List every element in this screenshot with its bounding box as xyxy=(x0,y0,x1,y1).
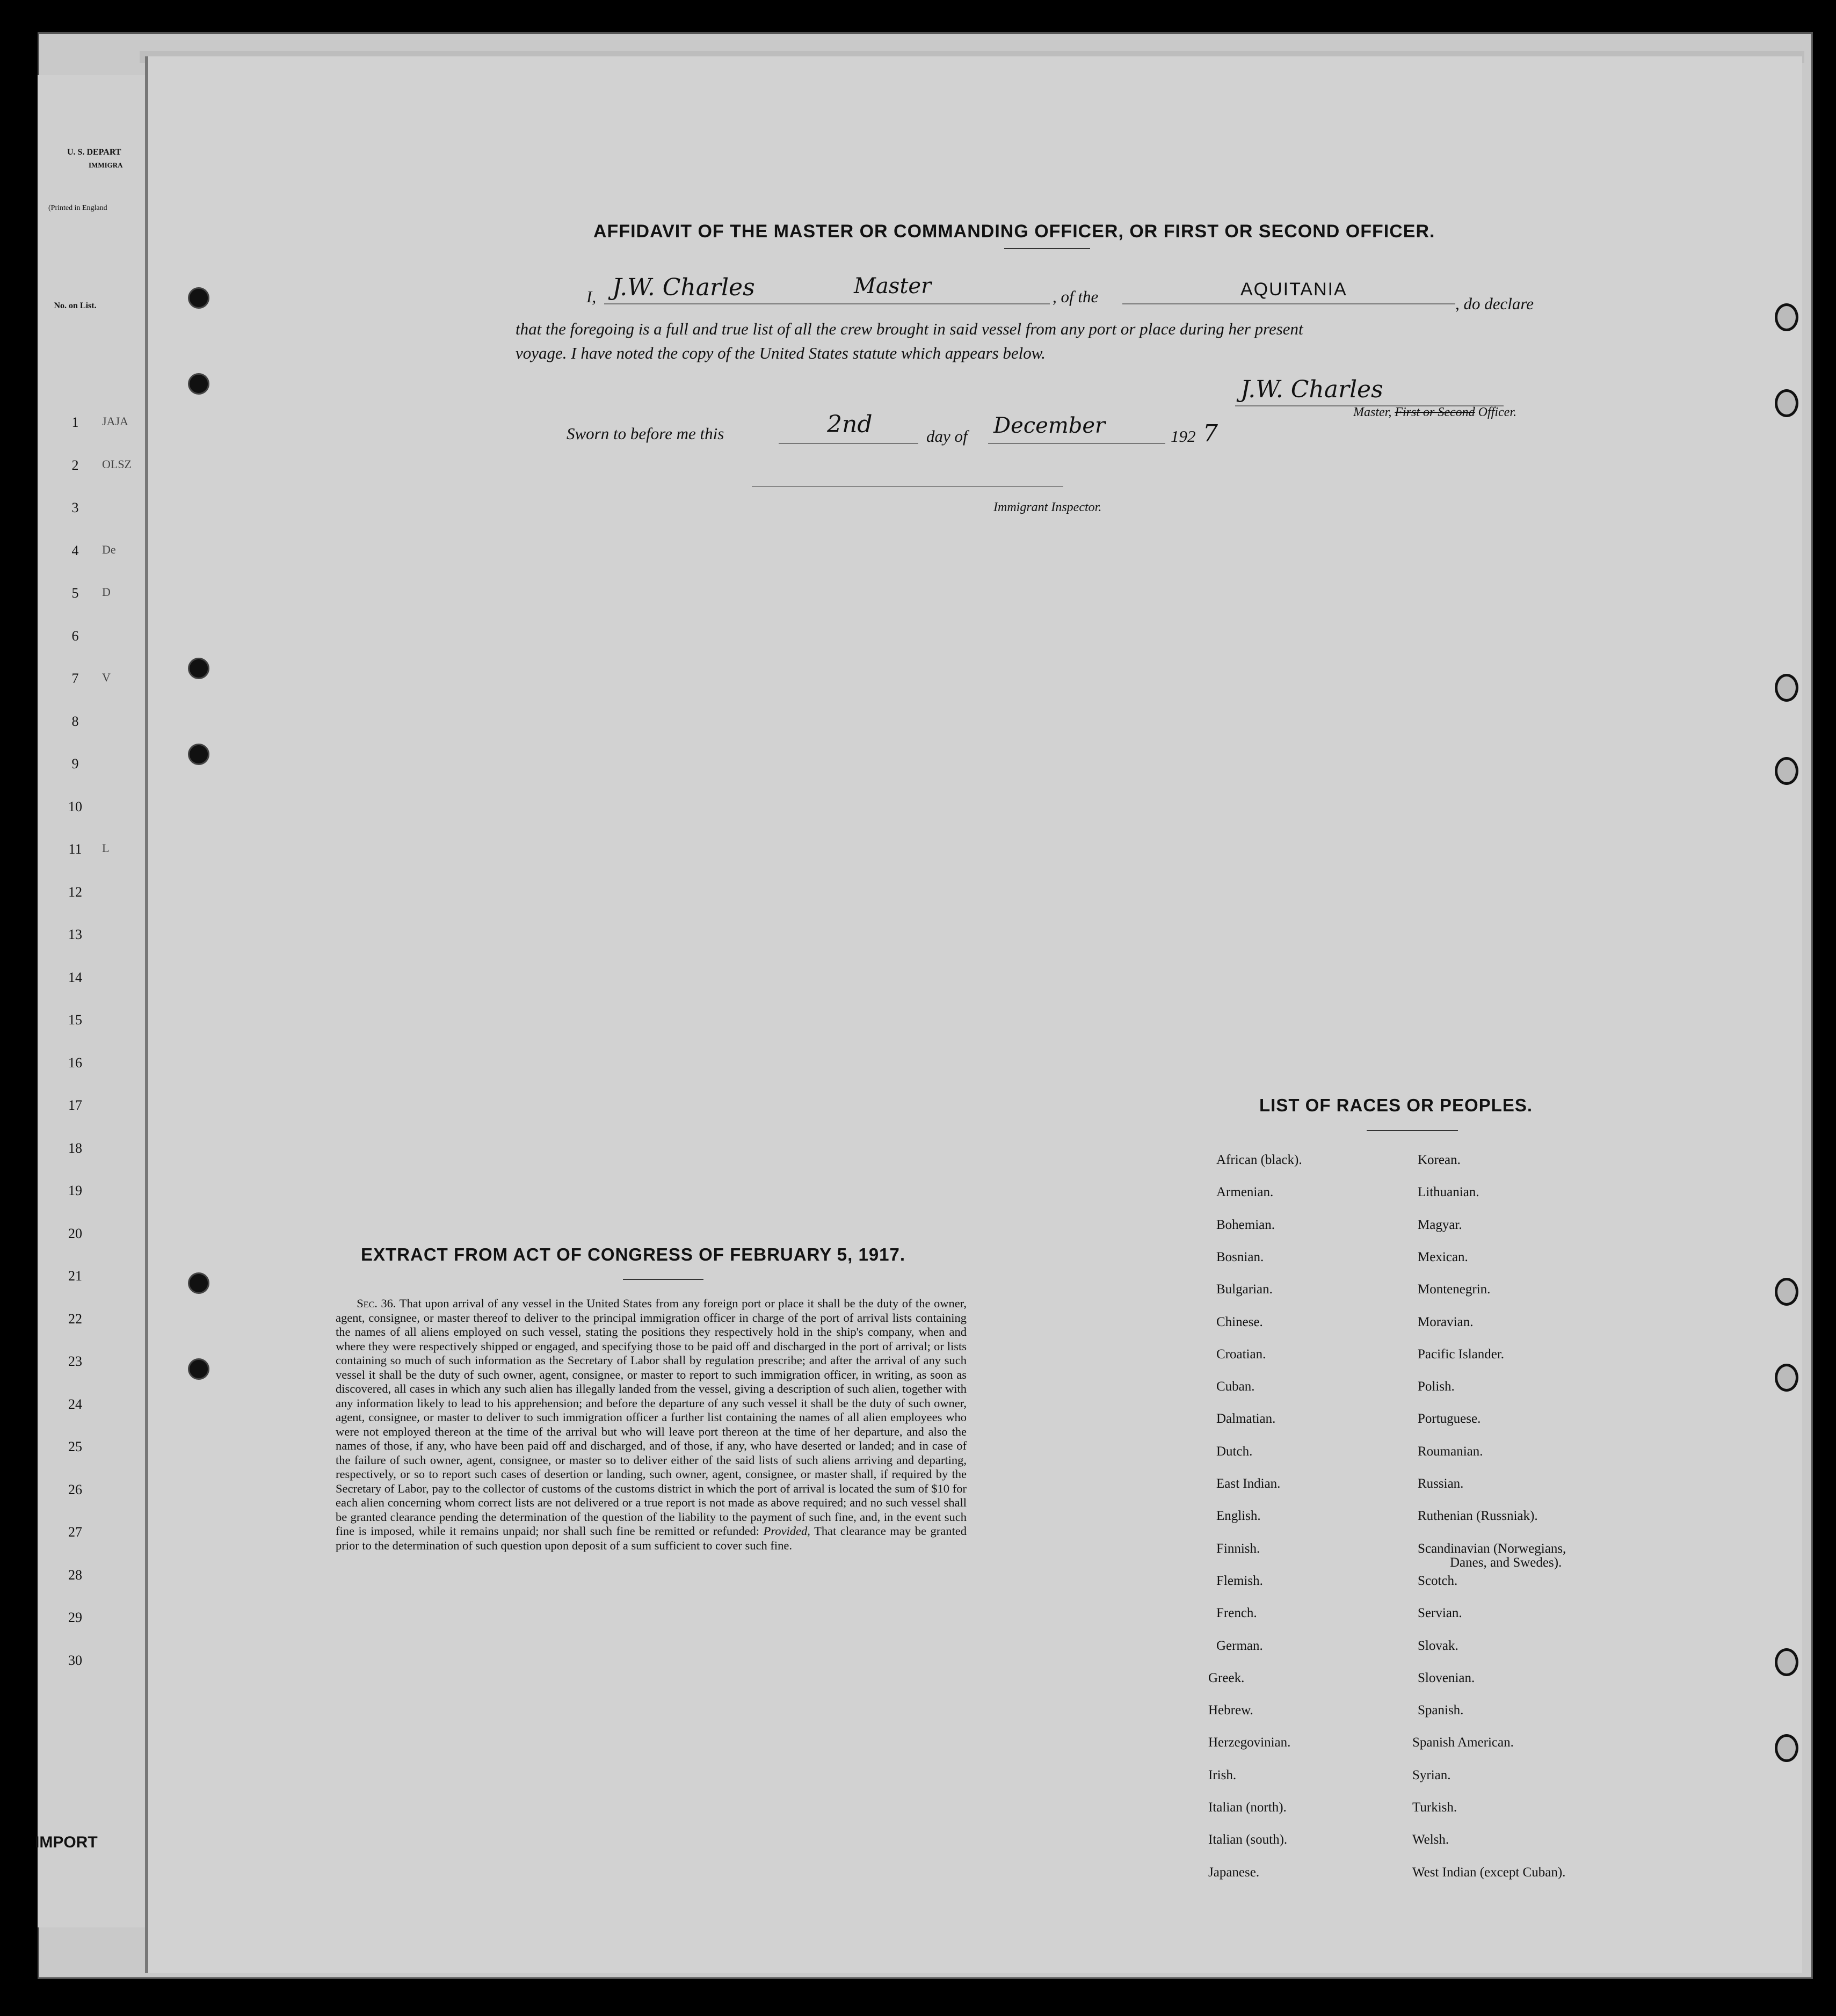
row-number: 11 xyxy=(68,841,82,857)
race-item: Turkish. xyxy=(1412,1800,1457,1815)
race-item: German. xyxy=(1216,1638,1263,1653)
row-number: 1 xyxy=(71,414,79,430)
row-name-fragment: D xyxy=(102,585,111,599)
row-name-fragment: OLSZ xyxy=(102,457,132,471)
inspector-line xyxy=(752,486,1063,487)
punch-hole xyxy=(188,373,209,395)
binder-ring xyxy=(1775,389,1798,417)
row-number: 17 xyxy=(68,1097,82,1113)
race-item: Scandinavian (Norwegians, xyxy=(1418,1541,1566,1556)
row-number: 30 xyxy=(68,1652,82,1668)
punch-hole xyxy=(188,658,209,679)
race-item: Ruthenian (Russniak). xyxy=(1418,1509,1538,1524)
row-number: 26 xyxy=(68,1481,82,1497)
extract-rule xyxy=(623,1279,703,1280)
caption-master: Master, xyxy=(1353,405,1395,419)
row-name-fragment: L xyxy=(102,841,110,855)
year-printed: 192 xyxy=(1171,427,1196,446)
race-item: Slovak. xyxy=(1418,1638,1458,1653)
row-number: 14 xyxy=(68,969,82,985)
row-number: 27 xyxy=(68,1524,82,1540)
name-line xyxy=(604,303,1050,304)
row-number: 20 xyxy=(68,1225,82,1241)
row-number: 24 xyxy=(68,1396,82,1412)
row-number: 10 xyxy=(68,798,82,814)
master-name-handwritten: J.W. Charles xyxy=(612,274,755,301)
race-item: English. xyxy=(1216,1509,1261,1524)
signature-caption xyxy=(1353,405,1516,420)
no-on-list-header: No. on List. xyxy=(54,301,97,310)
row-number: 23 xyxy=(68,1353,82,1369)
binder-ring xyxy=(1775,1278,1798,1306)
row-number: 16 xyxy=(68,1054,82,1071)
month-line xyxy=(988,443,1165,444)
race-item: Japanese. xyxy=(1208,1865,1260,1880)
section-tail: That clearance may be granted prior to the determination of such question upon deposit of a sum sufficient to cover such fine. xyxy=(336,1524,967,1552)
row-number: 22 xyxy=(68,1311,82,1327)
punch-hole xyxy=(188,1272,209,1294)
row-name-fragment: De xyxy=(102,542,116,556)
row-number: 6 xyxy=(71,628,79,644)
department-header: U. S. DEPART xyxy=(67,148,121,157)
race-item: Finnish. xyxy=(1216,1541,1260,1556)
month-handwritten: December xyxy=(993,413,1106,438)
day-handwritten: 2nd xyxy=(827,411,873,438)
row-name-fragment: V xyxy=(102,671,111,684)
race-item: Croatian. xyxy=(1216,1347,1266,1362)
extract-body xyxy=(336,1297,967,1553)
affidavit-i-label: I, xyxy=(586,287,597,306)
race-item: East Indian. xyxy=(1216,1476,1281,1491)
race-item: African (black). xyxy=(1216,1153,1302,1167)
caption-officer: Officer. xyxy=(1475,405,1516,419)
race-item: Korean. xyxy=(1418,1153,1461,1167)
crew-list-strip xyxy=(38,75,145,1927)
punch-hole xyxy=(188,287,209,309)
extract-title: EXTRACT FROM ACT OF CONGRESS OF FEBRUARY 5, 1917. xyxy=(361,1244,906,1264)
master-signature: J.W. Charles xyxy=(1240,376,1383,403)
race-item: Welsh. xyxy=(1412,1832,1449,1847)
races-rule xyxy=(1367,1130,1458,1131)
race-item: Magyar. xyxy=(1418,1217,1462,1232)
race-item: Scotch. xyxy=(1418,1573,1458,1588)
race-item: Russian. xyxy=(1418,1476,1464,1491)
race-item: Irish. xyxy=(1208,1767,1237,1782)
row-number: 18 xyxy=(68,1140,82,1156)
row-number: 9 xyxy=(71,756,79,772)
affidavit-title: AFFIDAVIT OF THE MASTER OR COMMANDING OFFICER, OR FIRST OR SECOND OFFICER. xyxy=(593,221,1435,242)
binder-ring xyxy=(1775,303,1798,331)
race-item: Italian (north). xyxy=(1208,1800,1287,1815)
provided-word: Provided, xyxy=(763,1524,810,1538)
race-item: Syrian. xyxy=(1412,1767,1451,1782)
punch-hole xyxy=(188,744,209,765)
race-item: Greek. xyxy=(1208,1670,1245,1685)
race-item: Armenian. xyxy=(1216,1185,1274,1200)
binder-ring xyxy=(1775,674,1798,702)
do-declare-label: , do declare xyxy=(1455,294,1534,313)
row-number: 8 xyxy=(71,713,79,729)
race-item: Dalmatian. xyxy=(1216,1411,1276,1427)
race-item: Italian (south). xyxy=(1208,1832,1288,1847)
binder-ring xyxy=(1775,1364,1798,1392)
race-item: Roumanian. xyxy=(1418,1444,1483,1459)
immigrant-inspector-label: Immigrant Inspector. xyxy=(993,500,1102,514)
printed-in-note: (Printed in England xyxy=(48,204,107,212)
department-subheader: IMMIGRA xyxy=(89,161,123,169)
race-item-continuation: Danes, and Swedes). xyxy=(1450,1555,1562,1570)
row-number: 13 xyxy=(68,927,82,942)
row-number: 4 xyxy=(71,542,79,558)
binder-ring xyxy=(1775,1734,1798,1762)
race-item: Pacific Islander. xyxy=(1418,1347,1505,1362)
year-handwritten: 7 xyxy=(1203,420,1218,447)
row-number: 25 xyxy=(68,1439,82,1454)
section-text: That upon arrival of any vessel in the United States from any foreign port or place it shall be the duty of the owner, agent, consignee, or master thereof to deliver to the principal immigration officer in charge of the port of arrival lists containing the names of all aliens employed on such vessel, stating the positions they respectively hold in the ship's company, when and where they were respectively shipped or engaged, and specifying those to be paid off and discharged in the port of arrival; or lists containing so much of such information as the Secretary of Labor shall by regulation prescribe; and after the arrival of any such vessel it shall be the duty of such owner, agent, consignee, or master to report to such immigration officer, in writing, as soon as discovered, all cases in which any such alien has illegally landed from the vessel, giving a description of such alien, together with any information likely to lead to his apprehension; and before the departure of any such vessel it shall be the duty of such owner, agent, consignee, or master to deliver to such immigration officer a further list containing the names of all alien employees who were not employed thereon at the time of the arrival but who will leave port thereon at the time of her departure, and also the names of those, if any, who have been paid off and discharged, and of those, if any, who have deserted or landed; and in case of the failure of such owner, agent, consignee, or master so to deliver either of the said lists of such aliens arriving and departing, respectively, or so to report such cases of desertion or landing, such owner, agent, consignee, or master shall, if required by the Secretary of Labor, pay to the collector of customs of the customs district in which the port of arrival is located the sum of $10 for each alien concerning whom correct lists are not delivered or a true report is not made as above required; and no such vessel shall be granted clearance pending the determination of the question of the liability to the payment of such fine, and, in the event such fine is imposed, while it remains unpaid; nor shall such fine be remitted or refunded: xyxy=(336,1297,967,1538)
row-number: 15 xyxy=(68,1012,82,1028)
race-item: Moravian. xyxy=(1418,1314,1474,1329)
row-number: 12 xyxy=(68,884,82,900)
race-item: Slovenian. xyxy=(1418,1670,1475,1685)
vessel-line xyxy=(1122,303,1455,304)
affidavit-line-3: voyage. I have noted the copy of the United States statute which appears below. xyxy=(516,344,1046,362)
race-item: Servian. xyxy=(1418,1606,1462,1621)
race-item: Chinese. xyxy=(1216,1314,1263,1329)
race-item: Lithuanian. xyxy=(1418,1185,1479,1200)
binder-ring xyxy=(1775,1648,1798,1676)
sworn-label: Sworn to before me this xyxy=(567,424,724,443)
vessel-name: AQUITANIA xyxy=(1240,279,1347,300)
race-item: Mexican. xyxy=(1418,1249,1468,1264)
of-the-label: , of the xyxy=(1053,287,1099,306)
punch-hole xyxy=(188,1358,209,1380)
row-number: 19 xyxy=(68,1183,82,1198)
race-item: French. xyxy=(1216,1606,1257,1621)
race-item: Polish. xyxy=(1418,1379,1455,1394)
race-item: Bosnian. xyxy=(1216,1249,1264,1264)
caption-struck: First or Second xyxy=(1395,405,1475,419)
binder-ring xyxy=(1775,757,1798,785)
row-number: 7 xyxy=(71,671,79,686)
section-number: Sec. 36. xyxy=(357,1297,396,1310)
race-item: Portuguese. xyxy=(1418,1411,1481,1427)
race-item: Spanish. xyxy=(1418,1703,1464,1718)
affidavit-line-2: that the foregoing is a full and true list of all the crew brought in said vessel from any port or place during her present xyxy=(516,319,1303,338)
race-item: Montenegrin. xyxy=(1418,1282,1491,1297)
row-number: 21 xyxy=(68,1268,82,1284)
title-rule xyxy=(1004,248,1090,249)
race-item: West Indian (except Cuban). xyxy=(1412,1865,1566,1880)
row-number: 28 xyxy=(68,1567,82,1583)
race-item: Cuban. xyxy=(1216,1379,1255,1394)
row-number: 29 xyxy=(68,1610,82,1625)
important-label: IMPORT xyxy=(35,1833,98,1851)
race-item: Flemish. xyxy=(1216,1573,1263,1588)
day-of-label: day of xyxy=(926,427,968,446)
race-item: Hebrew. xyxy=(1208,1703,1253,1718)
day-line xyxy=(779,443,918,444)
row-number: 2 xyxy=(71,457,79,473)
row-name-fragment: JAJA xyxy=(102,414,128,428)
race-item: Bohemian. xyxy=(1216,1217,1275,1232)
races-title: LIST OF RACES OR PEOPLES. xyxy=(1259,1095,1533,1115)
rank-handwritten: Master xyxy=(854,274,932,299)
race-item: Dutch. xyxy=(1216,1444,1253,1459)
row-number: 3 xyxy=(71,500,79,515)
race-item: Herzegovinian. xyxy=(1208,1735,1291,1750)
row-number: 5 xyxy=(71,585,79,601)
race-item: Spanish American. xyxy=(1412,1735,1514,1750)
race-item: Bulgarian. xyxy=(1216,1282,1273,1297)
